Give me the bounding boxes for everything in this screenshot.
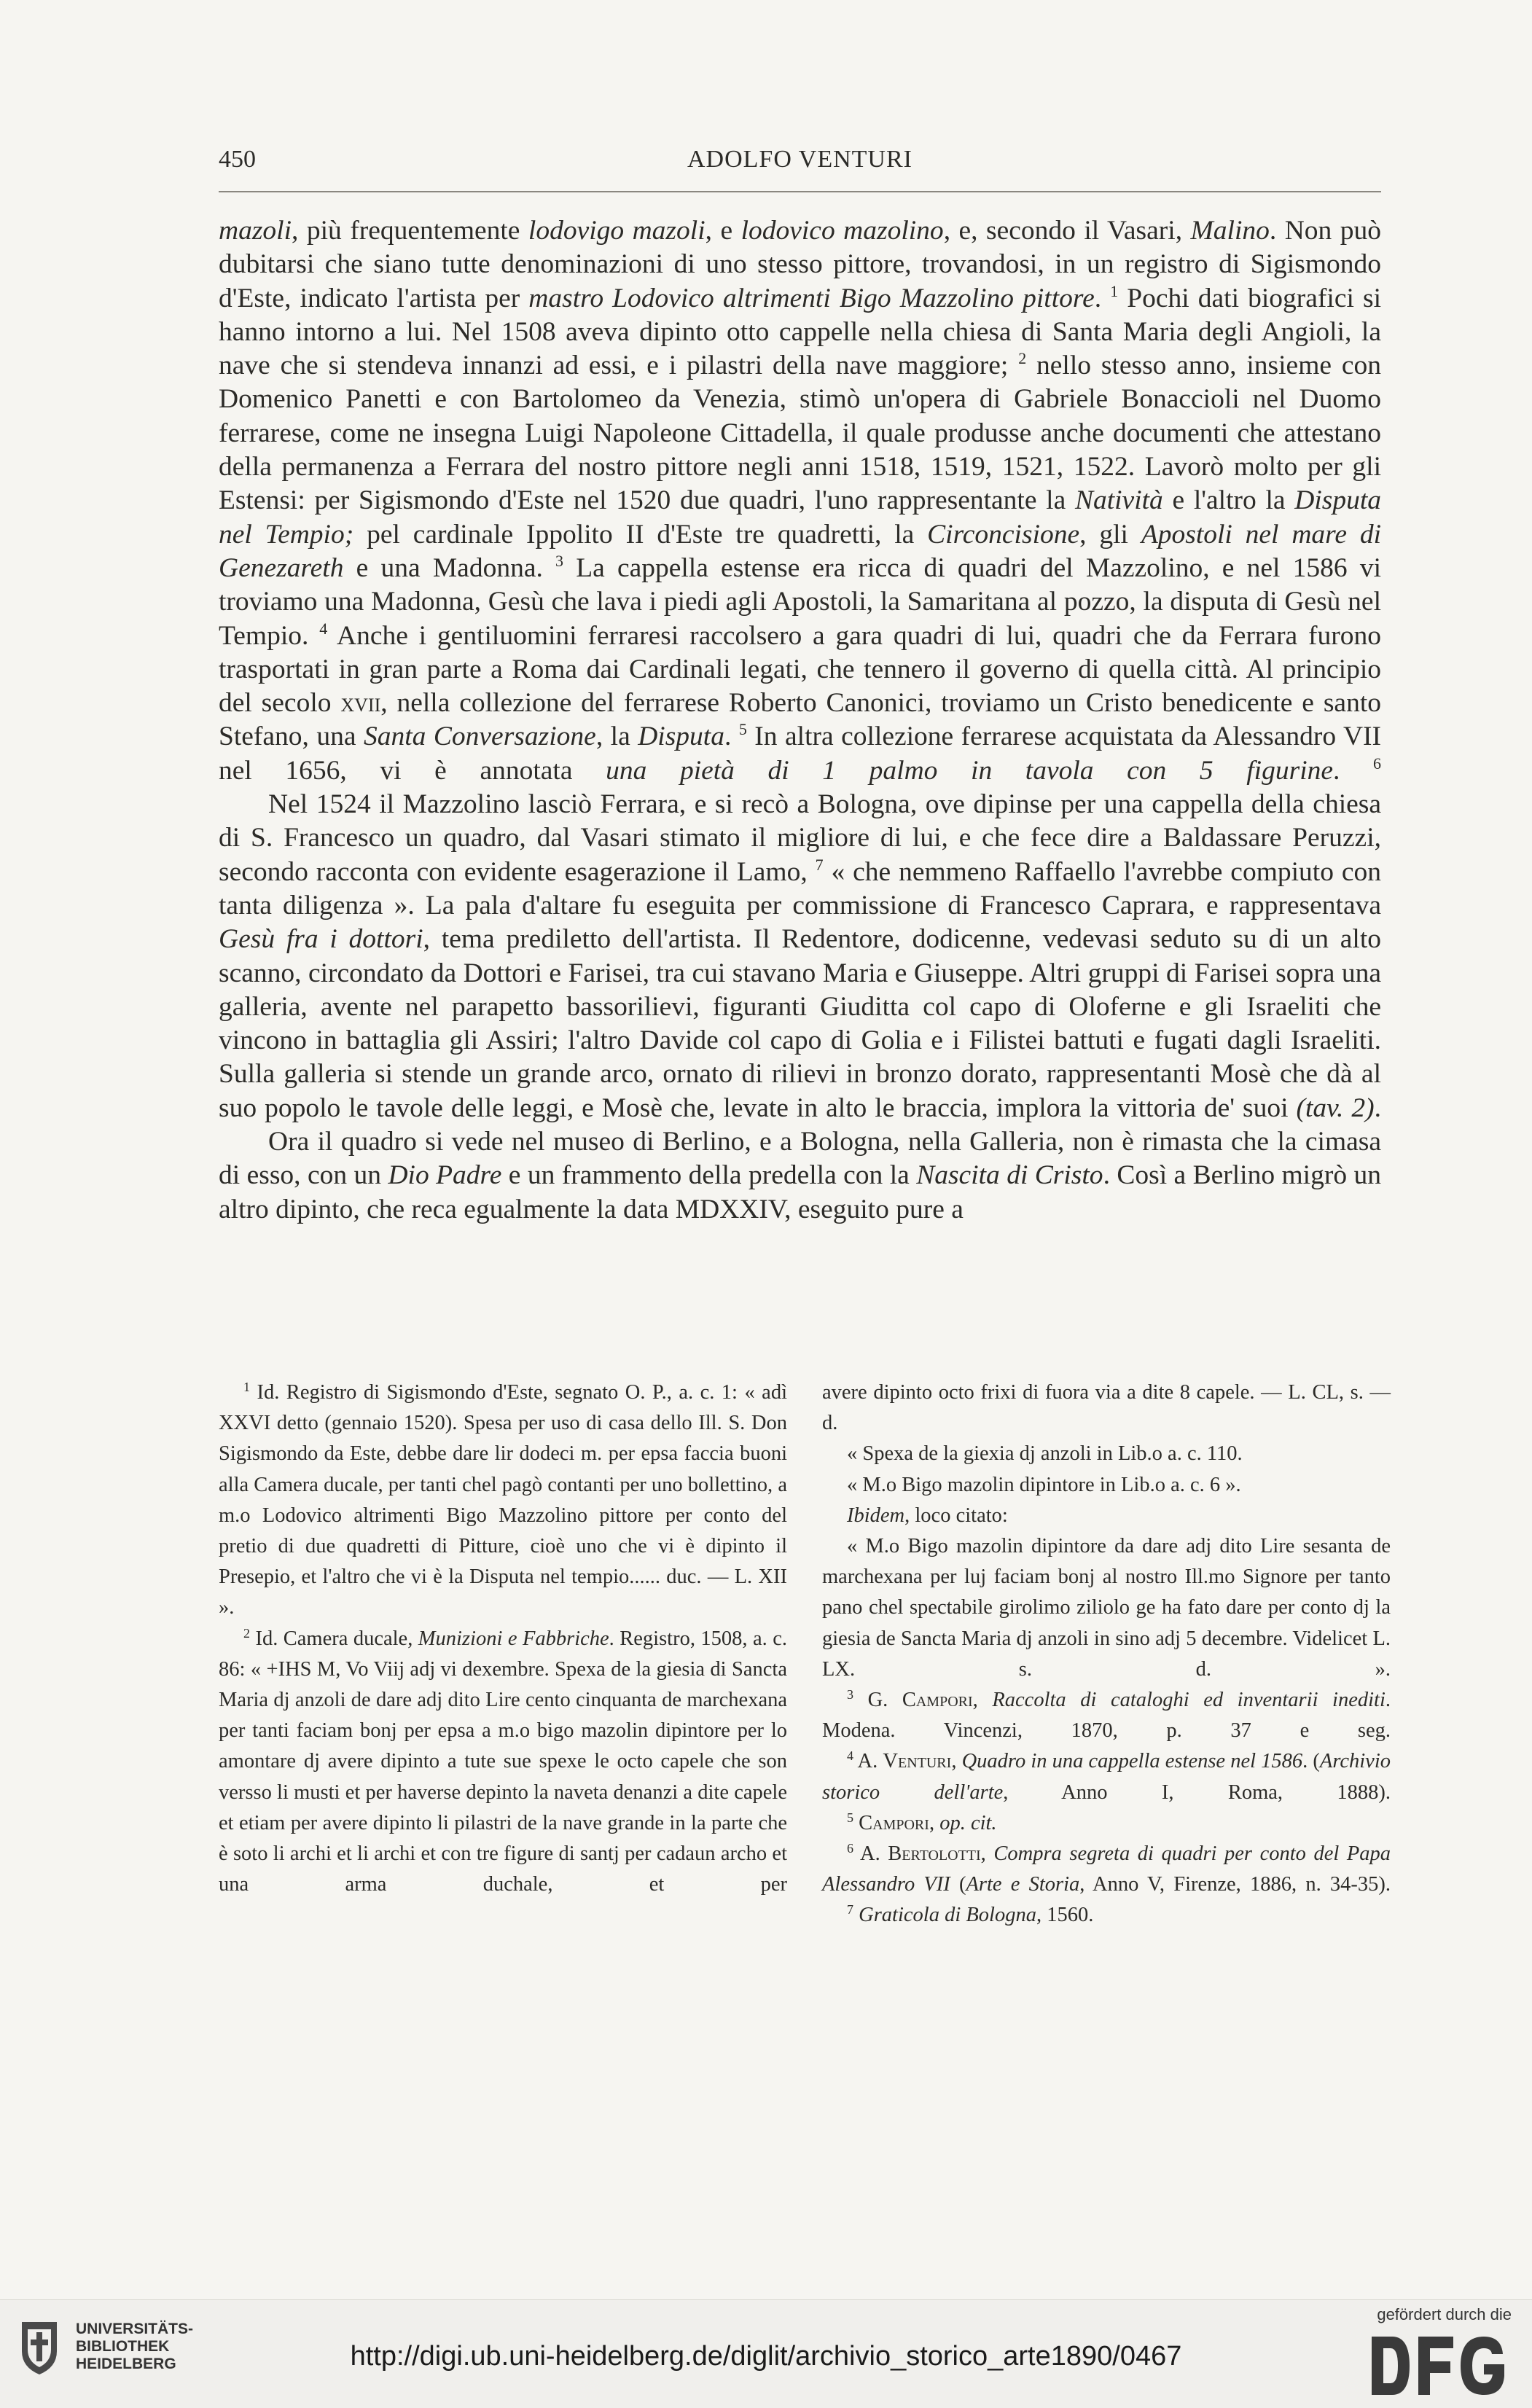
footnotes-left-column [219,1377,787,1900]
text-run: Gesù fra i dottori [219,924,423,955]
permalink-url[interactable]: http://digi.ub.uni-heidelberg.de/diglit/archivio_storico_arte1890/0467 [350,2341,1182,2372]
institution-name: UNIVERSITÄTS- BIBLIOTHEK HEIDELBERG [76,2321,194,2372]
text-run: mastro Lodovico altrimenti Bigo Mazzolino pittore [528,283,1095,313]
text-run: , più frequentemente [292,216,528,246]
text-run: . [1094,283,1111,313]
paragraph [219,214,1381,788]
text-run: Ora il quadro si vede nel museo di Berlino, e a Bologna, nella Galleria, non è rimasta che la cimasa di esso, con un [219,1127,1381,1191]
text-run: , nella collezione del ferrarese Roberto Canonici, troviamo un Cristo benedicente e santo Stefano, una [219,688,1381,752]
footnotes-right-column [822,1377,1391,1931]
text-run: Graticola di Bologna [859,1904,1036,1927]
text-run: G. [853,1689,902,1712]
text-run: . ( [1302,1750,1320,1773]
text-run: Disputa [638,722,724,752]
text-run: mazoli [219,216,292,246]
text-run: . [724,722,739,752]
text-run: , la [595,722,638,752]
text-run: . Modena. Vincenzi, 1870, p. 37 e seg. [822,1689,1391,1743]
text-run: , loco citato: [904,1504,1008,1527]
text-run: « Spexa de la giexia dj anzoli in Lib.o a. c. 110. [847,1442,1243,1466]
text-run: In altra collezione ferrarese acquistata da Alessandro VII nel 1656, vi è annotata [219,722,1381,786]
page-number: 450 [219,146,256,173]
footnote-ref: 1 [1110,281,1119,300]
text-run: . [1333,755,1373,786]
paragraph [219,1125,1381,1227]
text-run: Dio Padre [388,1160,502,1191]
footnote-quote [822,1470,1391,1501]
text-run: Raccolta di cataloghi ed inventarii inediti [992,1689,1386,1712]
text-run: Compra segreta di quadri per conto del Papa Alessandro VII [822,1842,1391,1896]
text-run: (tav. 2) [1296,1092,1375,1123]
text-run: lodovico mazolino [740,216,944,246]
dfg-logo [1366,2332,1512,2399]
text-run: Quadro in una cappella estense nel 1586 [961,1750,1303,1773]
text-run: Venturi [883,1750,952,1773]
text-run: Disputa nel Tempio; [219,485,1381,550]
text-run: op. cit. [939,1811,997,1834]
footnote-ref: 3 [555,551,564,570]
footnote-ref: 7 [815,855,824,874]
footnote-ref: 4 [319,619,328,638]
footnote-ref: 6 [1373,754,1381,773]
text-run: . [1374,1092,1381,1123]
text-run: , [929,1811,940,1834]
header-rule [219,191,1381,192]
text-run: nello stesso anno, insieme con Domenico Panetti e con Bartolomeo da Venezia, stimò un'opera di Gabriele Bonaccioli nel Duomo ferrarese, come ne insegna Luigi Napoleone Cittadella, il quale produsse anche documenti che attestano della permanenza a Ferrara del nostro pittore negli anni 1518, 1519, 1521, 1522. Lavorò molto per gli Estensi: per Sigismondo d'Este nel 1520 due quadri, l'uno rappresentante la [219,351,1381,516]
text-run: Bertolotti [888,1842,981,1866]
text-run: Archivio storico dell'arte [822,1750,1391,1804]
text-run: , e, secondo il Vasari, [943,216,1191,246]
paragraph [219,788,1381,1125]
text-run: Malino [1190,216,1270,246]
footnote-quote [822,1501,1391,1531]
text-run: , Anno I, Roma, 1888). [1003,1780,1391,1804]
text-run: una pietà di 1 palmo in tavola con 5 figurine [606,755,1334,786]
text-run: , tema prediletto dell'artista. Il Redentore, dodicenne, vedevasi seduto su di un alto scanno, circondato da Dottori e Farisei, tra cui stavano Maria e Giuseppe. Altri gruppi di Farisei sopra una galleria, avente nel parapetto bassorilievi, figuranti Giuditta col capo di Oloferne e gli Israeliti che vincono in battaglia gli Assiri; l'altro Davide col capo di Golia e i Filistei battuti e fugati dagli Israeliti. Sulla galleria si stende un grande arco, ornato di rilievi in bronzo dorato, rappresentanti Mosè che dà al suo popolo le tavole delle leggi, e Mosè che, levate in alto le braccia, implora la vittoria de' suoi [219,924,1381,1123]
footnote-ref: 6 [847,1841,853,1856]
text-run: Pochi dati biografici si hanno intorno a lui. Nel 1508 aveva dipinto otto cappelle nella chiesa di Santa Maria degli Angioli, la nave che si stendeva innanzi ad essi, e i pilastri della nave maggiore; [219,283,1381,381]
text-run: Nascita di Cristo [916,1160,1103,1191]
text-run: Circoncisione [927,519,1080,550]
text-run: ( [950,1873,966,1896]
text-run: , [951,1750,962,1773]
footnote [219,1377,787,1624]
footnote [822,1839,1391,1900]
text-run: e una Madonna. [343,552,556,583]
text-run: e un frammento della predella con la [501,1160,917,1191]
text-run: pel cardinale Ippolito II d'Este tre quadretti, la [353,519,928,550]
text-run: La cappella estense era ricca di quadri del Mazzolino, e nel 1586 vi troviamo una Madonna, Gesù che lava i piedi agli Apostoli, la Samaritana al pozzo, la disputa di Gesù nel Tempio. [219,552,1381,651]
footnote-ref: 7 [847,1902,853,1918]
text-run: Natività [1074,485,1163,516]
running-title: ADOLFO VENTURI [687,146,912,173]
text-run: xvii [340,688,381,719]
text-run: . Così a Berlino migrò un altro dipinto, che reca egualmente la data MDXXIV, eseguito pure a [219,1160,1381,1224]
footnote-ref: 4 [847,1748,853,1764]
footnote-ref: 5 [738,720,747,739]
text-run: Santa Conversazione [364,722,596,752]
text-run: Ibidem [847,1504,905,1527]
text-run: lodovigo mazoli [528,216,706,246]
footnote [822,1900,1391,1931]
footnote [822,1746,1391,1807]
text-run: Id. Camera ducale, [250,1627,418,1650]
text-run: « M.o Bigo mazolin dipintore in Lib.o a. c. 6 ». [847,1473,1241,1496]
footnote-ref: 1 [243,1380,250,1394]
footnote-continuation [822,1377,1391,1439]
funding-label: gefördert durch die [1377,2305,1512,2323]
text-run: , [980,1842,994,1866]
footnote [822,1685,1391,1746]
footnote [822,1808,1391,1839]
text-run: Campori [902,1689,973,1712]
footnote-ref: 2 [1018,349,1027,368]
text-run: , e [705,216,741,246]
text-run: Munizioni e Fabbriche [418,1627,609,1650]
text-run: Campori [859,1811,929,1834]
footnote-ref: 3 [847,1687,853,1703]
text-run: Id. Registro di Sigismondo d'Este, segnato O. P., a. c. 1: « adì XXVI detto (gennaio 1520). Spesa per uso di casa dello Ill. S. Don Sigismondo da Este, debbe dare lir dodeci m. per epsa faccia buoni alla Camera ducale, per tanti chel pagò contanti per uno bollettino, a m.o Lodovico altrimenti Bigo Mazzolino pittore per conto del pretio di due quadretti di Pitture, cioè uno che vi è dipinto il Presepio, et l'altro che vi è la Disputa nel tempio...... duc. — L. XII ». [219,1381,787,1619]
footnote-ref: 2 [243,1625,250,1641]
text-run: Apostoli nel mare di Genezareth [219,519,1382,583]
footnote-quote [822,1531,1391,1685]
main-text [219,214,1381,1227]
text-run: . Non può dubitarsi che siano tutte denominazioni di uno stesso pittore, trovandosi, in un registro di Sigismondo d'Este, indicato l'artista per [219,216,1381,313]
text-run: . Registro, 1508, a. c. 86: « +IHS M, Vo Viij adj vi dexembre. Spexa de la giesia di Sancta Maria dj anzoli de dare adj dito Lire cento cinquanta de marchexana per tanti faciam bonj per epsa a m.o bigo mazolin dipintore per lo amontare dj avere dipinto a tute sue spexe le octo capele che son versso li musti et per haverse depinto la naveta denanzi a dite capele et etiam per avere dipinto li pilastri de la nave grande in la parte che è soto li archi et li archi et con tre figure di santj per cadaun archo et una arma duchale, et per [219,1627,787,1896]
footnote-quote [822,1439,1391,1469]
text-run: , gli [1079,519,1141,550]
footnote-ref: 5 [847,1810,853,1825]
text-run: , 1560. [1036,1904,1094,1927]
text-run: Arte e Storia [966,1873,1080,1896]
text-run: A. [853,1750,883,1773]
text-run: A. [853,1842,888,1866]
running-head [219,146,1381,181]
text-run: Nel 1524 il Mazzolino lasciò Ferrara, e si recò a Bologna, ove dipinse per una cappella della chiesa di S. Francesco un quadro, dal Vasari stimato il migliore di lui, e che fece dire a Baldassare Peruzzi, secondo racconta con evidente esagerazione il Lamo, [219,789,1381,887]
text-run: « M.o Bigo mazolin dipintore da dare adj dito Lire sesanta de marchexana per luj faciam bonj al nostro Ill.mo Signore per tanto pano chel spectabile girolimo ziliolo ge ha fato dare per conto dj la giesia de Sancta Maria dj anzoli in sino adj 5 decembre. Videlicet L. LX. s. d. ». [822,1535,1391,1681]
footnote [219,1624,787,1901]
text-run: , [972,1689,993,1712]
text-run: e l'altro la [1162,485,1295,516]
text-run: « che nemmeno Raffaello l'avrebbe compiuto con tanta diligenza ». La pala d'altare fu eseguita per commissione di Francesco Caprara, e rappresentava [219,856,1381,920]
text-run: , Anno V, Firenze, 1886, n. 34-35). [1079,1873,1391,1896]
text-run: avere dipinto octo frixi di fuora via a dite 8 capele. — L. CL, s. — d. [822,1381,1391,1435]
text-run: Anche i gentiluomini ferraresi raccolsero a gara quadri di lui, quadri che da Ferrara furono trasportati in gran parte a Roma dai Cardinali legati, che tennero il governo di quella città. Al principio del secolo [219,620,1381,719]
